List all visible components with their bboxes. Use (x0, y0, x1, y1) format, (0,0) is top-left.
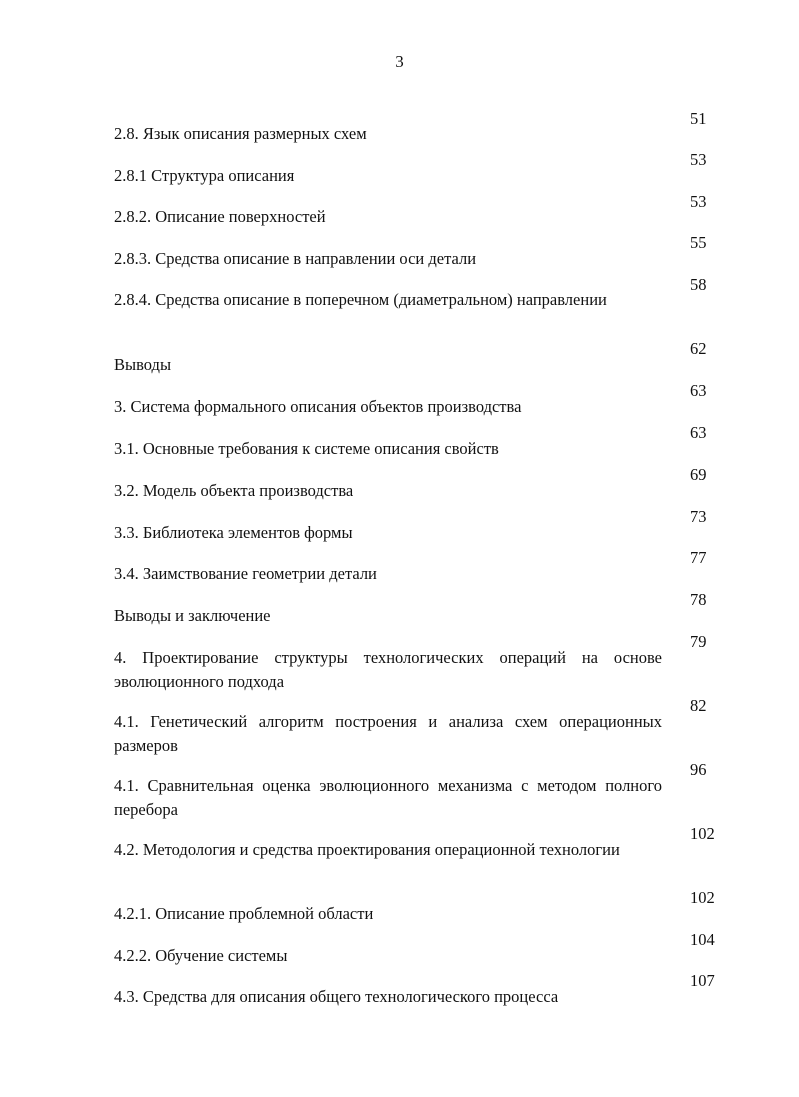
toc-entry-page: 104 (690, 930, 715, 949)
toc-entry-title: 2.8.2. Описание поверхностей (114, 207, 326, 226)
toc-entry-title: 2.8.1 Структура описания (114, 166, 295, 185)
toc-entry-page: 63 (690, 381, 707, 400)
toc-entry-title: 3. Система формального описания объектов производства (114, 397, 522, 416)
toc-entry-title: Выводы и заключение (114, 606, 271, 625)
toc-entry-page: 63 (690, 423, 707, 442)
toc-entry-title: 3.3. Библиотека элементов формы (114, 523, 353, 542)
toc-entry-title: 4.1. Генетический алгоритм построения и анализа схем операционных размеров (114, 712, 662, 755)
toc-entry-title: 4.2.2. Обучение системы (114, 946, 288, 965)
toc-entry-page: 96 (690, 760, 707, 779)
toc-entry-page: 55 (690, 233, 707, 252)
toc-entry-page: 78 (690, 590, 707, 609)
toc-entry-page: 82 (690, 696, 707, 715)
toc-entry-page: 107 (690, 971, 715, 990)
toc-entry-title: 4. Проектирование структуры технологических операций на основе эволюционного подхода (114, 648, 662, 691)
toc-entry-title: 4.3. Средства для описания общего технологического процесса (114, 987, 559, 1006)
toc-entry-page: 58 (690, 275, 707, 294)
toc-entry-title: 2.8. Язык описания размерных схем (114, 124, 367, 143)
toc-entry-page: 53 (690, 192, 707, 211)
toc-entry-page: 53 (690, 150, 707, 169)
toc-entry-title: 3.2. Модель объекта производства (114, 481, 354, 500)
toc-entry-page: 102 (690, 824, 715, 843)
toc-entry-title: 4.1. Сравнительная оценка эволюционного механизма с методом полного перебора (114, 776, 662, 819)
toc-entry-page: 51 (690, 109, 707, 128)
page-number: 3 (395, 52, 404, 71)
toc-entry-title: 4.2. Методология и средства проектирования операционной технологии (114, 840, 620, 859)
toc-entry-title: 4.2.1. Описание проблемной области (114, 904, 374, 923)
toc-entry-page: 69 (690, 465, 707, 484)
toc-entry-title: 3.4. Заимствование геометрии детали (114, 564, 377, 583)
toc-entry-title: 3.1. Основные требования к системе описания свойств (114, 439, 499, 458)
toc-entry-page: 102 (690, 888, 715, 907)
toc-entry-page: 79 (690, 632, 707, 651)
toc-entry-title: 2.8.4. Средства описание в поперечном (диаметральном) направлении (114, 290, 607, 309)
toc-entry-title: 2.8.3. Средства описание в направлении оси детали (114, 249, 477, 268)
toc-entry-page: 77 (690, 548, 707, 567)
toc-entry-page: 62 (690, 339, 707, 358)
toc-entry-page: 73 (690, 507, 707, 526)
toc-entry-title: Выводы (114, 355, 172, 374)
